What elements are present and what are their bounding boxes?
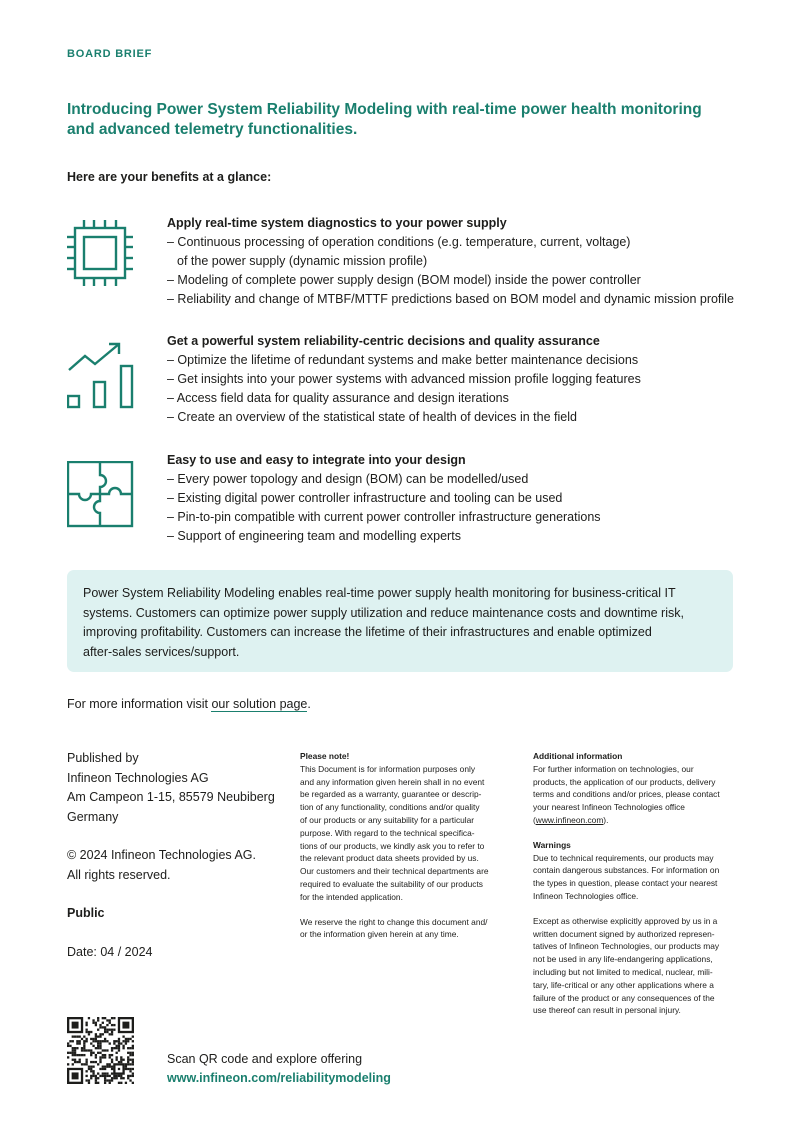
benefit-title: Apply real-time system diagnostics to your power supply — [167, 216, 507, 230]
list-item: – Existing digital power controller infrastructure and tooling can be used — [167, 491, 563, 505]
note-line: tatives of Infineon Technologies, our products may — [533, 941, 720, 952]
note-line: Our customers and their technical departments are — [300, 866, 489, 877]
note-line: or the information given herein at any time. — [300, 929, 459, 940]
note-line: the relevant product data sheets provided by us. — [300, 853, 479, 864]
note-line: including but not limited to medical, nuclear, mili- — [533, 966, 713, 977]
list-item: – Optimize the lifetime of redundant systems and make better maintenance decisions — [167, 353, 639, 367]
note-line: be regarded as a warranty, guarantee or descrip- — [300, 789, 482, 800]
note-line: purpose. With regard to the technical specifica- — [300, 827, 475, 838]
list-item: – Pin-to-pin compatible with current power controller infrastructure generations — [167, 510, 601, 524]
brief-label: BOARD BRIEF — [67, 48, 153, 60]
list-item: – Continuous processing of operation conditions (e.g. temperature, current, voltage) — [167, 235, 631, 249]
qr-code[interactable] — [67, 1017, 134, 1084]
additional-information: Additional information For further information on technologies, our products, the application of our products, delivery terms and conditions and/or prices, please contact your nearest Infineon Technologies office (www.infineon.com). Warnings Due to technical requirements, our products may contain dangerous substances. For information on the types in question, please contact your nearest Infineon Technologies office. Except as otherwise explicitly approved by us in a written document signed by authorized represen- tatives of Infineon Technologies, our products may not be used in any life-endangering applications, including but not limited to medical, nuclear, mili- tary, life-critical or any other applications where a failure of the product or any consequences of the use thereof can result in personal injury. — [533, 750, 738, 1017]
list-item: – Modeling of complete power supply design (BOM model) inside the power controller — [167, 273, 641, 287]
list-item: – Create an overview of the statistical state of health of devices in the field — [167, 410, 577, 424]
growth-chart-icon — [67, 340, 135, 420]
infineon-link[interactable]: www.infineon.com — [535, 814, 604, 825]
qr-caption: Scan QR code and explore offering www.infineon.com/reliabilitymodeling — [167, 1050, 391, 1088]
note-line: failure of the product or any consequences of the — [533, 992, 715, 1003]
page-title: Introducing Power System Reliability Modeling with real-time power health monitoring and advanced telemetry functionalities. — [67, 101, 702, 138]
note-line: tary, life-critical or any other applications where a — [533, 979, 714, 990]
reliability-modeling-link[interactable]: www.infineon.com/reliabilitymodeling — [167, 1071, 391, 1085]
note-line: required to evaluate the suitability of our products — [300, 878, 483, 889]
classification: Public — [67, 906, 105, 920]
note-line: written document signed by authorized represen- — [533, 928, 715, 939]
note-line: Due to technical requirements, our products may — [533, 852, 714, 863]
more-info: For more information visit our solution page. — [67, 697, 311, 711]
note-line: of our products or any suitability for a particular — [300, 814, 475, 825]
benefit-title: Get a powerful system reliability-centric decisions and quality assurance — [167, 334, 600, 348]
publisher-info: Published by Infineon Technologies AG Am Campeon 1-15, 85579 Neubiberg Germany © 2024 Infineon Technologies AG. All rights reserved. Public Date: 04 / 2024 — [67, 749, 287, 962]
solution-page-link[interactable]: our solution page — [211, 697, 308, 711]
note-line: tions of our products, we kindly ask you to refer to — [300, 840, 485, 851]
list-item: – Reliability and change of MTBF/MTTF predictions based on BOM model and dynamic mission profile — [167, 292, 734, 306]
chip-icon — [67, 214, 135, 286]
note-line: Except as otherwise explicitly approved by us in a — [533, 915, 718, 926]
note-line: This Document is for information purposes only — [300, 763, 476, 774]
note-line: For further information on technologies, our — [533, 763, 694, 774]
note-line: products, the application of our products, delivery — [533, 776, 716, 787]
note-line: for the intended application. — [300, 891, 403, 902]
note-line: tion of any functionality, conditions and/or quality — [300, 802, 480, 813]
list-item: – Access field data for quality assurance and design iterations — [167, 391, 509, 405]
list-item: – Support of engineering team and modelling experts — [167, 529, 461, 543]
note-line: terms and conditions and/or prices, please contact — [533, 789, 720, 800]
note-line: your nearest Infineon Technologies office — [533, 802, 685, 813]
list-item: of the power supply (dynamic mission profile) — [177, 254, 428, 268]
note-line: We reserve the right to change this document and/ — [300, 916, 488, 927]
summary-box: Power System Reliability Modeling enables real-time power supply health monitoring for business-critical IT systems. Customers can optimize power supply utilization and reduce maintenance costs and downtime risk, improving profitability. Customers can increase the lifetime of their infrastructures and enable optimized after-sales services/support. — [67, 570, 733, 672]
note-line: and any information given herein shall in no event — [300, 776, 485, 787]
note-line: Infineon Technologies office. — [533, 890, 639, 901]
puzzle-icon — [67, 461, 135, 531]
list-item: – Get insights into your power systems with advanced mission profile logging features — [167, 372, 641, 386]
note-line: use thereof can result in personal injury. — [533, 1005, 681, 1016]
date: Date: 04 / 2024 — [67, 944, 153, 959]
please-note: Please note! This Document is for information purposes only and any information given herein shall in no event be regarded as a warranty, guarantee or descrip- tion of any functionality, conditions and/or quality of our products or any suitability for a particular purpose. With regard to the technical specifica- tions of our products, we kindly ask you to refer to the relevant product data sheets provided by us. Our customers and their technical departments are required to evaluate the suitability of our products for the intended application. We reserve the right to change this document and/ or the information given herein at any time. — [300, 750, 505, 941]
benefit-title: Easy to use and easy to integrate into your design — [167, 453, 466, 467]
list-item: – Every power topology and design (BOM) can be modelled/used — [167, 472, 529, 486]
note-line: contain dangerous substances. For information on — [533, 865, 720, 876]
benefits-intro: Here are your benefits at a glance: — [67, 170, 272, 184]
note-line: the types in question, please contact your nearest — [533, 878, 718, 889]
note-line: not be used in any life-endangering applications, — [533, 954, 713, 965]
